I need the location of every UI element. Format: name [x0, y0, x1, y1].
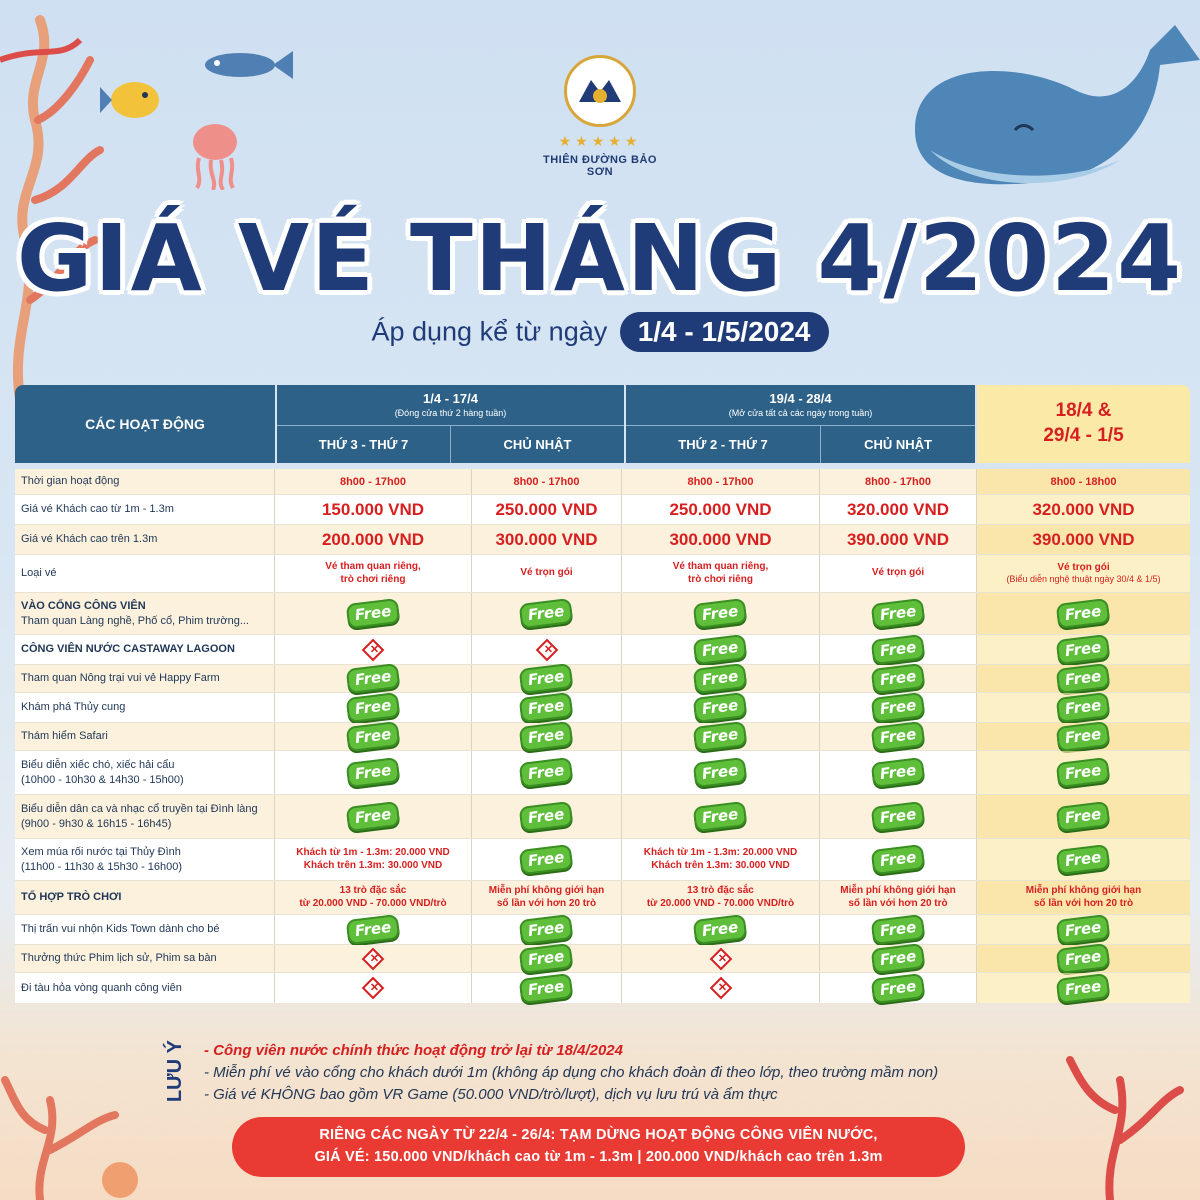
ticket-type-cell: [622, 555, 820, 592]
price-value: 320.000 VND: [977, 495, 1190, 524]
games-text: Miễn phí không giới hạn: [488, 885, 605, 896]
free-badge-icon: Free: [693, 663, 748, 694]
free-badge-icon: Free: [519, 943, 574, 974]
not-available-icon: [709, 977, 732, 1000]
free-badge-icon: Free: [1056, 914, 1111, 945]
games-cell: [472, 881, 622, 914]
header-activities: CÁC HOẠT ĐỘNG: [15, 385, 275, 463]
ticket-type-text: Vé trọn gói: [1057, 561, 1110, 573]
header-g1-weekday: THỨ 3 - THỨ 7: [277, 426, 451, 463]
free-badge-icon: Free: [870, 914, 925, 945]
jellyfish-icon: [185, 120, 245, 190]
special-dates-line-2: 29/4 - 1/5: [1043, 425, 1124, 446]
date-range-pill: 1/4 - 1/5/2024: [620, 312, 829, 352]
puppet-price-cell: [275, 839, 472, 880]
table-row: [15, 469, 1190, 495]
row-label-bold: VÀO CỔNG CÔNG VIÊN: [21, 599, 146, 612]
row-label-sub: (11h00 - 11h30 & 15h30 - 16h00): [21, 860, 183, 873]
price-value: 390.000 VND: [820, 525, 977, 554]
ticket-type-text: Vé trọn gói: [820, 555, 977, 592]
notice-banner: [232, 1117, 965, 1177]
ticket-type-text: Vé tham quan riêng,: [325, 561, 421, 572]
free-badge-icon: Free: [519, 844, 574, 875]
table-row: [15, 665, 1190, 693]
free-badge-icon: Free: [1056, 972, 1111, 1003]
free-badge-icon: Free: [870, 663, 925, 694]
not-available-icon: [362, 947, 385, 970]
price-value: 250.000 VND: [472, 495, 622, 524]
header-g2-sunday: CHỦ NHẬT: [864, 437, 932, 452]
hours-value: 8h00 - 17h00: [622, 469, 820, 494]
table-header: [15, 385, 1190, 463]
row-label: Giá vé Khách cao trên 1.3m: [15, 525, 275, 554]
puppet-price-cell: [622, 839, 820, 880]
table-row: [15, 693, 1190, 723]
ticket-type-cell: [977, 555, 1190, 592]
hours-value: 8h00 - 18h00: [977, 469, 1190, 494]
free-badge-icon: Free: [519, 972, 574, 1003]
games-text: Miễn phí không giới hạn: [1025, 885, 1142, 896]
header-special-dates: [977, 385, 1190, 463]
games-text: 13 trò đặc sắc: [339, 885, 407, 896]
group-1-note: (Đóng cửa thứ 2 hàng tuần): [394, 408, 507, 418]
free-badge-icon: Free: [693, 721, 748, 752]
price-table: [15, 385, 1190, 1003]
special-dates-line-1: 18/4 &: [1055, 400, 1112, 422]
row-label: Loại vé: [15, 555, 275, 592]
table-row: [15, 723, 1190, 751]
free-badge-icon: Free: [870, 801, 925, 832]
not-available-icon: [362, 638, 385, 661]
puppet-price-adult: Khách trên 1.3m: 30.000 VND: [651, 859, 790, 871]
price-value: 150.000 VND: [275, 495, 472, 524]
games-text: số lần với hơn 20 trò: [496, 897, 597, 909]
logo-emblem-icon: [564, 55, 636, 127]
header-group-2: [626, 385, 975, 463]
puppet-price-child: Khách từ 1m - 1.3m: 20.000 VND: [643, 847, 798, 858]
price-value: 250.000 VND: [622, 495, 820, 524]
price-value: 200.000 VND: [275, 525, 472, 554]
free-badge-icon: Free: [870, 634, 925, 665]
note-line: - Công viên nước chính thức hoạt động trở lại từ 18/4/2024: [204, 1042, 623, 1059]
free-badge-icon: Free: [1056, 721, 1111, 752]
row-label-sub: (10h00 - 10h30 & 14h30 - 15h00): [21, 773, 184, 786]
ticket-type-note: (Biểu diễn nghệ thuật ngày 30/4 & 1/5): [1006, 574, 1161, 585]
fish-icon: [100, 75, 165, 125]
free-badge-icon: Free: [519, 663, 574, 694]
games-text: số lần với hơn 20 trò: [848, 897, 948, 909]
free-badge-icon: Free: [870, 598, 925, 629]
price-value: 300.000 VND: [472, 525, 622, 554]
row-label: Thám hiểm Safari: [15, 723, 275, 750]
ticket-type-text: Vé trọn gói: [472, 555, 622, 592]
free-badge-icon: Free: [1056, 844, 1111, 875]
row-label: Thời gian hoạt động: [15, 469, 275, 494]
row-label: TỔ HỢP TRÒ CHƠI: [15, 881, 275, 914]
free-badge-icon: Free: [519, 801, 574, 832]
free-badge-icon: Free: [693, 634, 748, 665]
free-badge-icon: Free: [870, 972, 925, 1003]
free-badge-icon: Free: [345, 598, 400, 629]
free-badge-icon: Free: [519, 721, 574, 752]
brand-logo: [540, 55, 660, 178]
fish-icon: [195, 45, 295, 85]
header-g1-sunday: CHỦ NHẬT: [503, 437, 572, 452]
table-row: [15, 751, 1190, 795]
rating-stars: ★★★★★: [558, 133, 642, 149]
row-label-sub: Tham quan Làng nghề, Phố cổ, Phim trường...: [21, 614, 249, 627]
banner-line-2: GIÁ VÉ: 150.000 VND/khách cao từ 1m - 1.3m | 200.000 VND/khách cao trên 1.3m: [314, 1149, 883, 1165]
row-label: CÔNG VIÊN NƯỚC CASTAWAY LAGOON: [15, 635, 275, 664]
banner-line-1: RIÊNG CÁC NGÀY TỪ 22/4 - 26/4: TẠM DỪNG HOẠT ĐỘNG CÔNG VIÊN NƯỚC,: [319, 1127, 878, 1144]
table-row: [15, 593, 1190, 635]
row-label: [15, 593, 275, 634]
free-badge-icon: Free: [693, 801, 748, 832]
header-group-1: [277, 385, 624, 463]
note-line: - Miễn phí vé vào cổng cho khách dưới 1m (không áp dụng cho khách đoàn đi theo lớp, theo trường mầm non): [204, 1063, 939, 1081]
free-badge-icon: Free: [693, 757, 748, 788]
table-row: [15, 945, 1190, 973]
free-badge-icon: Free: [519, 914, 574, 945]
row-label: [15, 839, 275, 880]
games-cell: [977, 881, 1190, 914]
free-badge-icon: Free: [1056, 663, 1111, 694]
row-label: [15, 751, 275, 794]
free-badge-icon: Free: [345, 801, 400, 832]
free-badge-icon: Free: [345, 663, 400, 694]
table-row: [15, 973, 1190, 1003]
table-row: [15, 915, 1190, 945]
date-range-label: Áp dụng kể từ ngày: [371, 316, 608, 347]
free-badge-icon: Free: [693, 914, 748, 945]
free-badge-icon: Free: [345, 757, 400, 788]
free-badge-icon: Free: [519, 757, 574, 788]
row-label: Giá vé Khách cao từ 1m - 1.3m: [15, 495, 275, 524]
free-badge-icon: Free: [870, 943, 925, 974]
free-badge-icon: Free: [870, 757, 925, 788]
games-text: 13 trò đặc sắc: [687, 885, 754, 896]
puppet-price-child: Khách từ 1m - 1.3m: 20.000 VND: [296, 847, 450, 858]
puppet-price-adult: Khách trên 1.3m: 30.000 VND: [303, 859, 443, 871]
free-badge-icon: Free: [345, 692, 400, 723]
free-badge-icon: Free: [870, 844, 925, 875]
table-body: [15, 469, 1190, 1003]
free-badge-icon: Free: [1056, 634, 1111, 665]
free-badge-icon: Free: [693, 692, 748, 723]
free-badge-icon: Free: [519, 692, 574, 723]
row-label: Đi tàu hỏa vòng quanh công viên: [15, 973, 275, 1003]
free-badge-icon: Free: [870, 721, 925, 752]
free-badge-icon: Free: [1056, 598, 1111, 629]
games-text: từ 20.000 VND - 70.000 VND/trò: [646, 897, 795, 909]
date-range: [0, 312, 1200, 352]
whale-icon: [905, 20, 1200, 210]
not-available-icon: [709, 947, 732, 970]
free-badge-icon: Free: [1056, 801, 1111, 832]
free-badge-icon: Free: [870, 692, 925, 723]
not-available-icon: [362, 977, 385, 1000]
hours-value: 8h00 - 17h00: [275, 469, 472, 494]
ticket-type-cell: [275, 555, 472, 592]
games-cell: [275, 881, 472, 914]
table-row: [15, 555, 1190, 593]
hours-value: 8h00 - 17h00: [472, 469, 622, 494]
row-label: Khám phá Thủy cung: [15, 693, 275, 722]
ticket-type-text: trò chơi riêng: [688, 573, 753, 585]
notes-section: [164, 1040, 1070, 1105]
brand-name: THIÊN ĐƯỜNG BẢO SƠN: [542, 154, 657, 178]
price-value: 390.000 VND: [977, 525, 1190, 554]
table-row: [15, 881, 1190, 915]
group-2-note: (Mở cửa tất cả các ngày trong tuần): [728, 408, 873, 418]
notes-label: LƯU Ý: [164, 1040, 186, 1103]
games-cell: [622, 881, 820, 914]
row-label-main: Biểu diễn xiếc chó, xiếc hải cẩu: [21, 758, 175, 771]
free-badge-icon: Free: [345, 721, 400, 752]
table-row: [15, 839, 1190, 881]
free-badge-icon: Free: [1056, 757, 1111, 788]
header-g2-weekday: THỨ 2 - THỨ 7: [626, 426, 821, 463]
free-badge-icon: Free: [1056, 943, 1111, 974]
games-text: từ 20.000 VND - 70.000 VND/trò: [299, 897, 447, 909]
row-label: Thị trấn vui nhộn Kids Town dành cho bé: [15, 915, 275, 944]
row-label-main: Xem múa rối nước tại Thủy Đình: [21, 845, 181, 858]
row-label-main: Biểu diễn dân ca và nhạc cổ truyền tại Đình làng: [21, 802, 258, 815]
page-title: GIÁ VÉ THÁNG 4/2024: [16, 205, 1184, 312]
free-badge-icon: Free: [1056, 692, 1111, 723]
row-label: [15, 795, 275, 838]
row-label: Thưởng thức Phim lịch sử, Phim sa bàn: [15, 945, 275, 972]
not-available-icon: [535, 638, 558, 661]
ticket-type-text: Vé tham quan riêng,: [672, 561, 769, 572]
group-2-title: 19/4 - 28/4: [769, 391, 832, 406]
table-row: [15, 635, 1190, 665]
free-badge-icon: Free: [345, 914, 400, 945]
coral-bottom-left-decoration: [0, 1020, 170, 1200]
price-value: 300.000 VND: [622, 525, 820, 554]
note-line: - Giá vé KHÔNG bao gồm VR Game (50.000 VND/trò/lượt), dịch vụ lưu trú và ẩm thực: [204, 1085, 778, 1103]
row-label: Tham quan Nông trại vui vẻ Happy Farm: [15, 665, 275, 692]
table-row: [15, 795, 1190, 839]
row-label-sub: (9h00 - 9h30 & 16h15 - 16h45): [21, 817, 172, 830]
coral-bottom-right-decoration: [1050, 1020, 1200, 1200]
group-1-title: 1/4 - 17/4: [423, 391, 478, 406]
games-text: Miễn phí không giới hạn: [840, 885, 956, 896]
free-badge-icon: Free: [693, 598, 748, 629]
ticket-type-text: trò chơi riêng: [340, 573, 406, 585]
games-text: số lần với hơn 20 trò: [1033, 897, 1134, 909]
games-cell: [820, 881, 977, 914]
table-row: [15, 525, 1190, 555]
price-value: 320.000 VND: [820, 495, 977, 524]
free-badge-icon: Free: [519, 598, 574, 629]
hours-value: 8h00 - 17h00: [820, 469, 977, 494]
table-row: [15, 495, 1190, 525]
